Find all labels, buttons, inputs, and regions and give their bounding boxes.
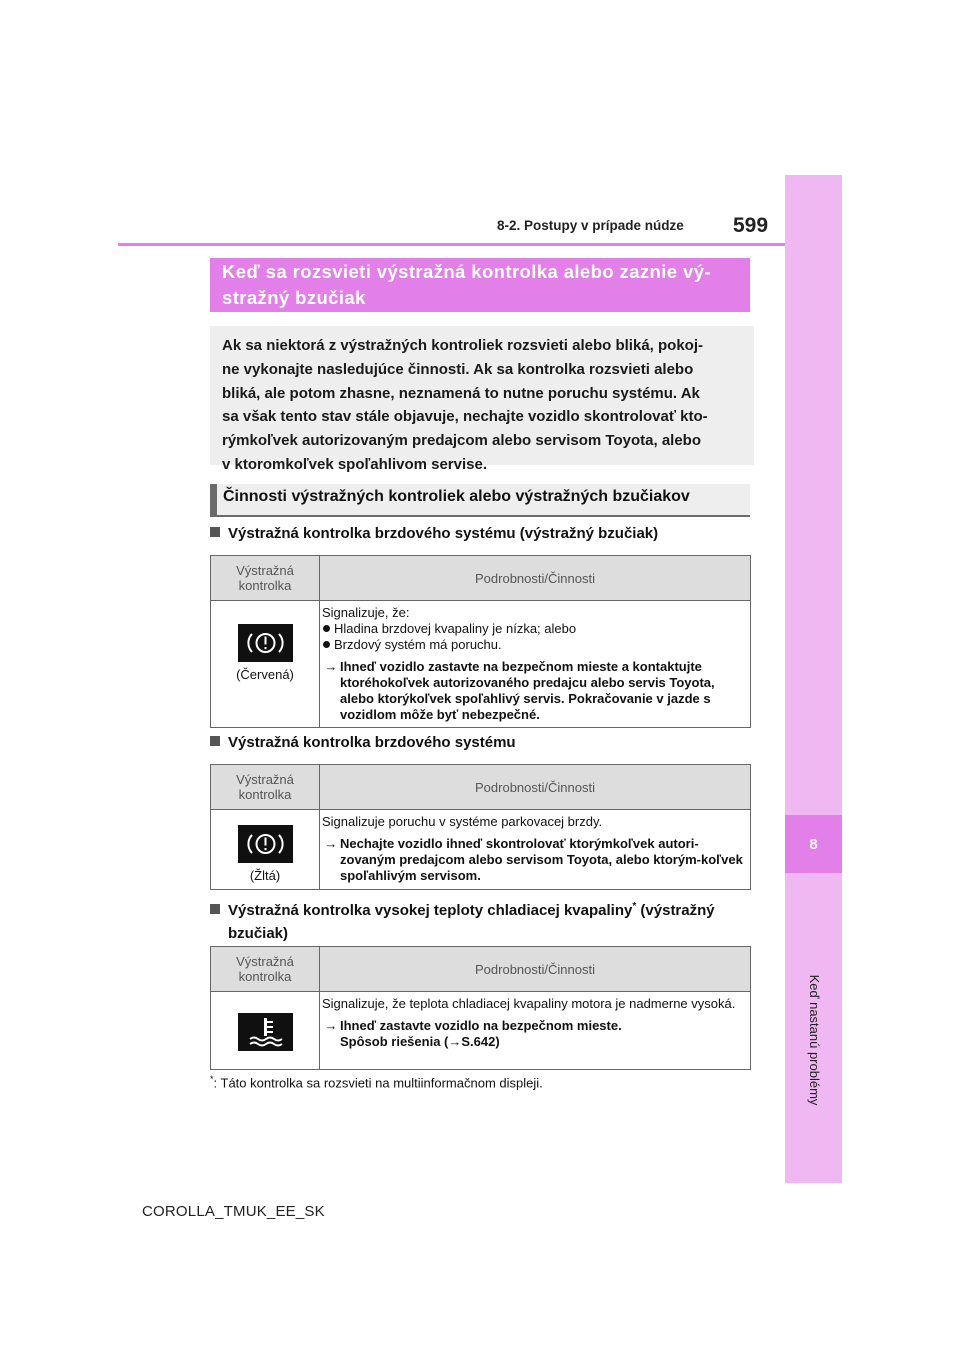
detail-action: Ihneď vozidlo zastavte na bezpečnom mieste a kontaktujte ktoréhokoľvek autorizovaného predajcu alebo servis Toyota, alebo ktorýkoľvek spoľahlivý servis. Pokračovanie v jazde s vozidlom môže byť nebezpečné. — [340, 659, 715, 722]
table-header-cell: Výstražná kontrolka — [211, 556, 320, 601]
detail-intro: Signalizuje poruchu v systéme parkovacej brzdy. — [322, 814, 603, 829]
detail-action-reference: Spôsob riešenia (→S.642) — [340, 1034, 500, 1049]
footnote-mark: * — [210, 1074, 214, 1084]
section-title — [210, 258, 750, 312]
heading-continuation: bzučiak) — [228, 925, 289, 942]
intro-line: sa však tento stav stále objavuje, nechajte vozidlo skontrolovať kto- — [222, 408, 708, 426]
section-title-line: Keď sa rozsvieti výstražná kontrolka alebo zaznie vý- — [222, 261, 711, 282]
arrow-icon: → — [324, 836, 338, 851]
section-title-line: stražný bzučiak — [222, 287, 366, 308]
square-bullet-icon — [210, 736, 220, 746]
bullet-heading-coolant: Výstražná kontrolka vysokej teploty chladiacej kvapaliny* (výstražný bzučiak) — [210, 895, 715, 945]
chapter-number: 8 — [785, 815, 842, 873]
intro-line: Ak sa niektorá z výstražných kontroliek rozsvieti alebo bliká, pokoj- — [222, 337, 703, 354]
detail-intro: Signalizuje, že teplota chladiacej kvapaliny motora je nadmerne vysoká. — [322, 996, 736, 1011]
sub-header-title: Činnosti výstražných kontroliek alebo výstražných bzučiakov — [223, 488, 690, 505]
warning-table-brake-red — [210, 555, 751, 728]
bullet-heading-brake-red: Výstražná kontrolka brzdového systému (výstražný bzučiak) — [210, 525, 658, 542]
brake-warning-icon — [238, 624, 293, 662]
header-section-title: 8-2. Postupy v prípade núdze — [497, 218, 684, 233]
detail-action: Ihneď zastavte vozidlo na bezpečnom mieste. — [340, 1018, 622, 1033]
footer-document-code: COROLLA_TMUK_EE_SK — [142, 1203, 325, 1220]
detail-action: Nechajte vozidlo ihneď skontrolovať ktorýmkoľvek autori-zovaným predajcom alebo servisom Toyota, alebo ktorým-koľvek spoľahlivým servisom. — [340, 836, 743, 883]
page-number: 599 — [733, 214, 769, 237]
table-header-cell: Výstražná kontrolka — [211, 765, 320, 810]
detail-intro: Signalizuje, že: — [322, 605, 410, 620]
arrow-icon: → — [448, 1034, 462, 1049]
warning-table-coolant — [210, 946, 751, 1070]
bullet-dot-icon — [323, 641, 330, 648]
chapter-label: Keď nastanú problémy — [807, 974, 822, 1106]
bullet-heading-brake-yellow: Výstražná kontrolka brzdového systému — [210, 734, 516, 751]
footnote-mark: * — [632, 901, 637, 912]
intro-line: ne vykonajte nasledujúce činnosti. Ak sa kontrolka rozsvieti alebo — [222, 360, 694, 378]
table-header-cell: Podrobnosti/Činnosti — [320, 556, 751, 601]
square-bullet-icon — [210, 527, 220, 537]
bullet-dot-icon — [323, 625, 330, 632]
intro-line: bliká, ale potom zhasne, neznamená to nutne poruchu systému. Ak — [222, 384, 700, 402]
icon-caption: (Červená) — [236, 667, 294, 682]
header-rule — [118, 243, 785, 246]
detail-point: Hladina brzdovej kvapaliny je nízka; alebo — [334, 621, 577, 636]
sub-header-underline — [210, 515, 750, 517]
intro-line: v ktoromkoľvek spoľahlivom servise. — [222, 455, 488, 473]
sub-header-bar — [210, 484, 217, 517]
table-header-cell: Podrobnosti/Činnosti — [320, 765, 751, 810]
arrow-icon: → — [324, 1018, 338, 1033]
intro-box — [210, 326, 754, 473]
footnote: *: Táto kontrolka sa rozsvieti na multiinformačnom displeji. — [210, 1074, 543, 1091]
coolant-temperature-icon — [238, 1013, 293, 1051]
parking-brake-warning-icon — [238, 825, 293, 863]
intro-line: rýmkoľvek autorizovaným predajcom alebo servisom Toyota, alebo — [222, 432, 701, 450]
arrow-icon: → — [324, 659, 338, 674]
square-bullet-icon — [210, 904, 220, 914]
detail-point: Brzdový systém má poruchu. — [334, 637, 502, 652]
warning-table-brake-yellow — [210, 764, 751, 890]
table-header-cell: Podrobnosti/Činnosti — [320, 947, 751, 992]
table-header-cell: Výstražná kontrolka — [211, 947, 320, 992]
icon-caption: (Žltá) — [249, 868, 281, 883]
